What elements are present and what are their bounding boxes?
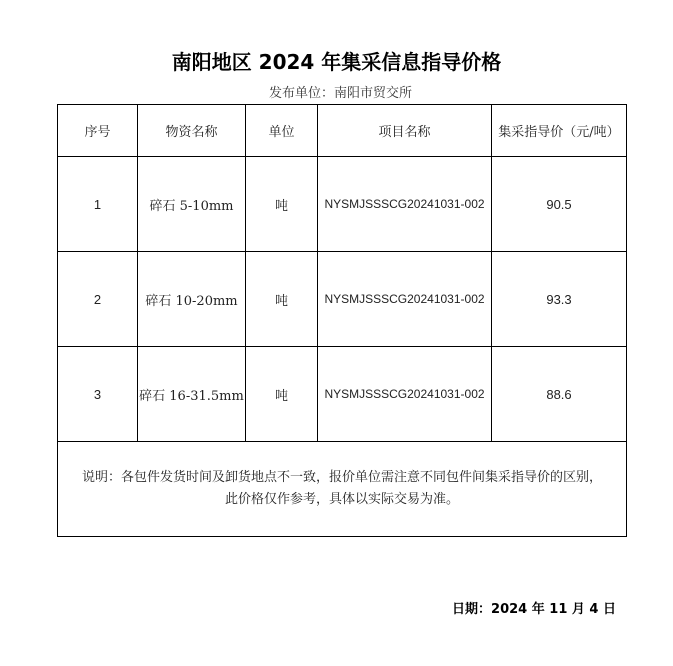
table-note-row [58,442,627,537]
row-project: NYSMJSSSCG20241031-002 [318,157,492,252]
header-unit: 单位 [246,105,318,157]
row-project: NYSMJSSSCG20241031-002 [318,252,492,347]
row-material: 碎石 5-10mm [138,157,246,252]
row-index: 2 [58,252,138,347]
header-price: 集采指导价（元/吨） [492,105,627,157]
note-line-1: 说明：各包件发货时间及卸货地点不一致，报价单位需注意不同包件间集采指导价的区别， [81,470,602,485]
table-row [58,157,627,252]
header-index: 序号 [58,105,138,157]
table-row [58,347,627,442]
row-price: 90.5 [492,157,627,252]
page-title: 南阳地区 2024 年集采信息指导价格 [171,50,502,74]
publisher-line: 发布单位：南阳市贸交所 [268,86,412,101]
header-material: 物资名称 [138,105,246,157]
row-unit: 吨 [246,347,318,442]
row-price: 93.3 [492,252,627,347]
row-material: 碎石 10-20mm [138,252,246,347]
header-project: 项目名称 [318,105,492,157]
price-table [57,104,627,537]
row-unit: 吨 [246,252,318,347]
row-project: NYSMJSSSCG20241031-002 [318,347,492,442]
table-header-row [58,105,627,157]
date-line: 日期：2024 年 11 月 4 日 [452,602,616,617]
row-index: 3 [58,347,138,442]
note-line-2: 此价格仅作参考，具体以实际交易为准。 [224,492,459,507]
note-cell [58,442,627,537]
row-unit: 吨 [246,157,318,252]
row-price: 88.6 [492,347,627,442]
row-index: 1 [58,157,138,252]
row-material: 碎石 16-31.5mm [138,347,246,442]
table-row [58,252,627,347]
